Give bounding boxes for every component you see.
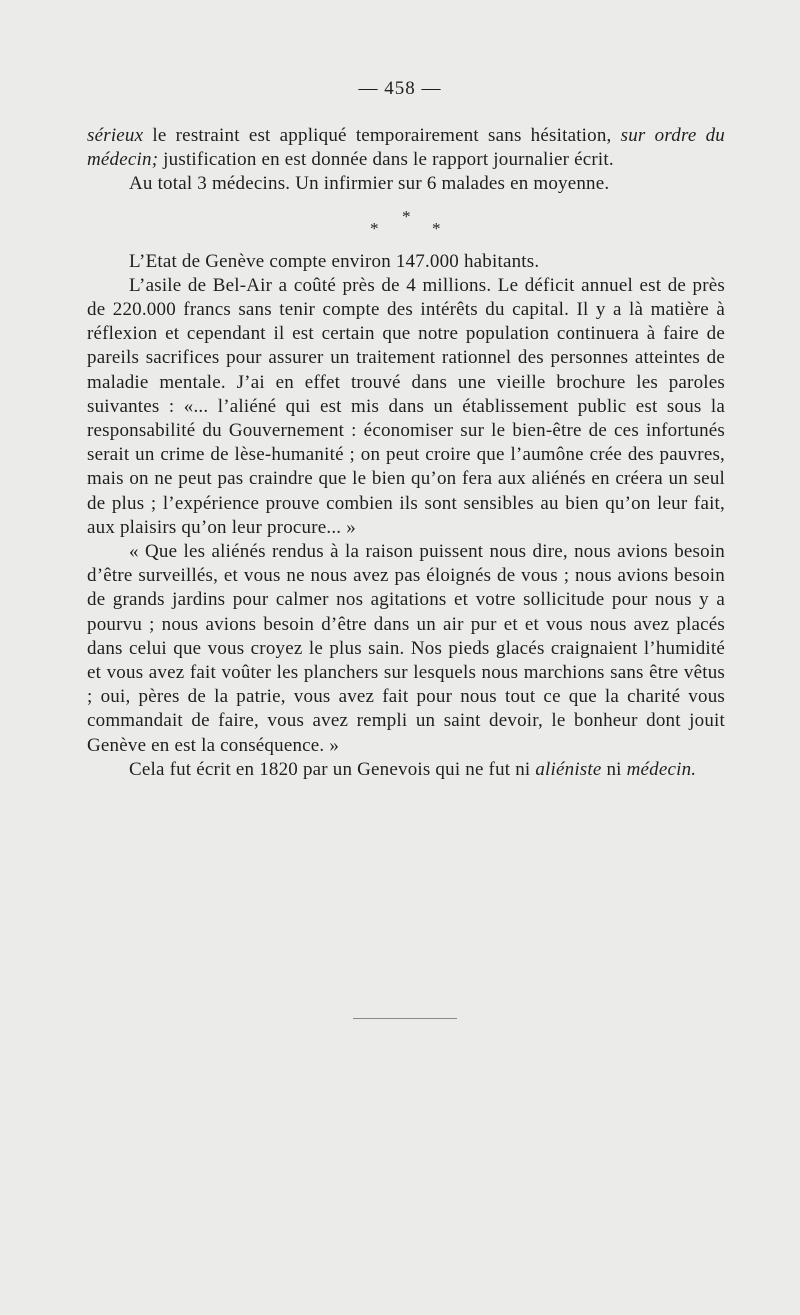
italic-medecin: médecin.	[626, 758, 697, 780]
page-number: — 458 —	[358, 78, 442, 99]
paragraph-5: « Que les aliénés rendus à la raison puissent nous dire, nous avions besoin d’être surveillés, et vous ne nous avez pas éloignés de vous ; nous avions besoin de grands jardins pour calmer nos agitations et votre sollicitude pour nous y a pourvu ; nous avions besoin d’être dans un air pur et et vous nous avez placés dans celui que vous croyez le plus sain. Nos pieds glacés craignaient l’humidité et vous avez fait voûter les planchers sur lesquels nous marchions sans être vêtus ; oui, pères de la patrie, vous avez fait pour nous tout ce que la charité vous commandait de faire, vous avez rempli un saint devoir, le bonheur dont jouit Genève en est la conséquence. »	[87, 541, 725, 756]
end-rule	[353, 1018, 457, 1019]
paragraph-1	[87, 124, 725, 172]
section-separator-stars	[87, 205, 725, 245]
paragraph-1-text-a: le restraint est appliqué temporairement sans hésitation,	[143, 125, 621, 146]
star-right: *	[432, 218, 441, 238]
paragraph-2: Au total 3 médecins. Un infirmier sur 6 malades en moyenne.	[129, 173, 610, 195]
paragraph-1-text-b: justification en est donnée dans le rapport journalier écrit.	[158, 149, 614, 171]
italic-sur-ordre: sur ordre du médecin;	[87, 125, 725, 171]
star-top: *	[402, 206, 411, 226]
paragraph-3: L’Etat de Genève compte environ 147.000 habitants.	[129, 250, 540, 272]
paragraph-6	[87, 758, 725, 782]
italic-alieniste: aliéniste	[535, 758, 602, 780]
italic-serieux: sérieux	[87, 125, 144, 146]
paragraph-6-text-b: ni	[601, 758, 627, 780]
star-left: *	[370, 218, 379, 238]
paragraph-6-text-a: Cela fut écrit en 1820 par un Genevois qui ne fut ni	[129, 758, 536, 780]
paragraph-4: L’asile de Bel-Air a coûté près de 4 millions. Le déficit annuel est de près de 220.000 francs sans tenir compte des intérêts du capital. Il y a là matière à réflexion et cependant il est certain que notre population continuera à faire de pareils sacrifices pour assurer un traitement rationnel des personnes atteintes de maladie mentale. J’ai en effet trouvé dans une vieille brochure les paroles suivantes : «... l’aliéné qui est mis dans un établissement public est sous la responsabilité du Gouvernement : économiser sur le bien-être de ces infortunés serait un crime de lèse-humanité ; on peut croire que l’aumône crée des pauvres, mais on ne peut pas craindre que le bien qu’on fera aux aliénés en créera un seul de plus ; l’expérience prouve combien ils sont sensibles au bien qu’on leur fait, aux plaisirs qu’on leur procure... »	[87, 274, 725, 538]
body-text	[87, 124, 725, 782]
